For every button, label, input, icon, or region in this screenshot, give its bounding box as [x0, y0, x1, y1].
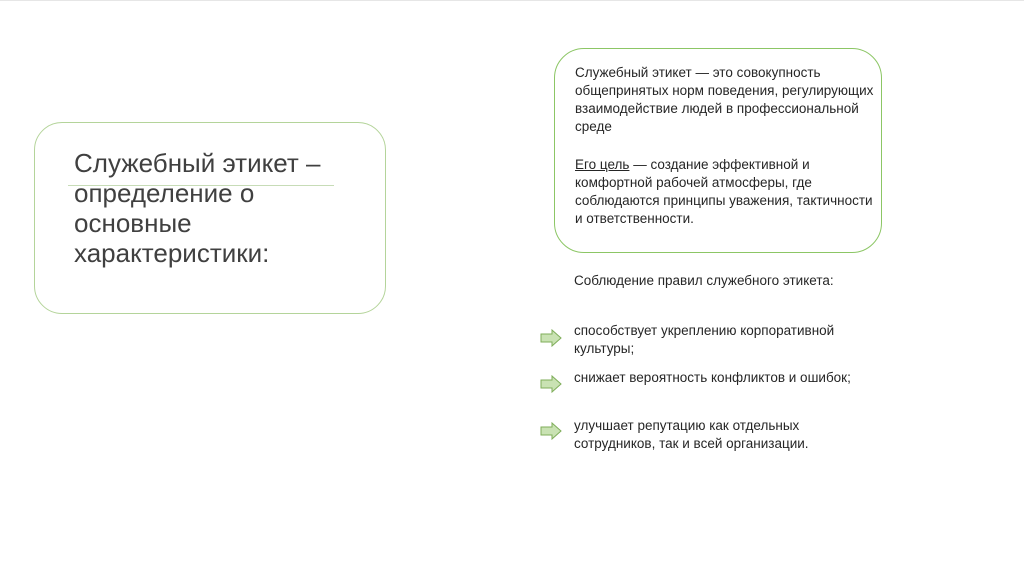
- goal-label: Его цель: [575, 157, 630, 172]
- arrow-right-icon: [540, 422, 562, 440]
- arrow-right-icon: [540, 375, 562, 393]
- definition-paragraph: Служебный этикет — это совокупность общепринятых норм поведения, регулирующих взаимодействие людей в профессиональной среде: [575, 65, 874, 134]
- arrow-right-icon: [540, 329, 562, 347]
- definition-text: [575, 64, 875, 228]
- top-divider: [0, 0, 1024, 1]
- slide-title: Служебный этикет – определение о основные характеристики:: [74, 148, 321, 268]
- benefits-intro: Соблюдение правил служебного этикета:: [574, 273, 834, 288]
- goal-paragraph: [575, 156, 875, 228]
- benefit-item: снижает вероятность конфликтов и ошибок;: [574, 370, 851, 385]
- goal-text: — создание эффективной и комфортной рабочей атмосферы, где соблюдаются принципы уважения, тактичности и ответственности.: [575, 157, 873, 226]
- benefit-item: улучшает репутацию как отдельных сотрудников, так и всей организации.: [574, 418, 809, 451]
- benefit-item: способствует укреплению корпоративной культуры;: [574, 323, 835, 356]
